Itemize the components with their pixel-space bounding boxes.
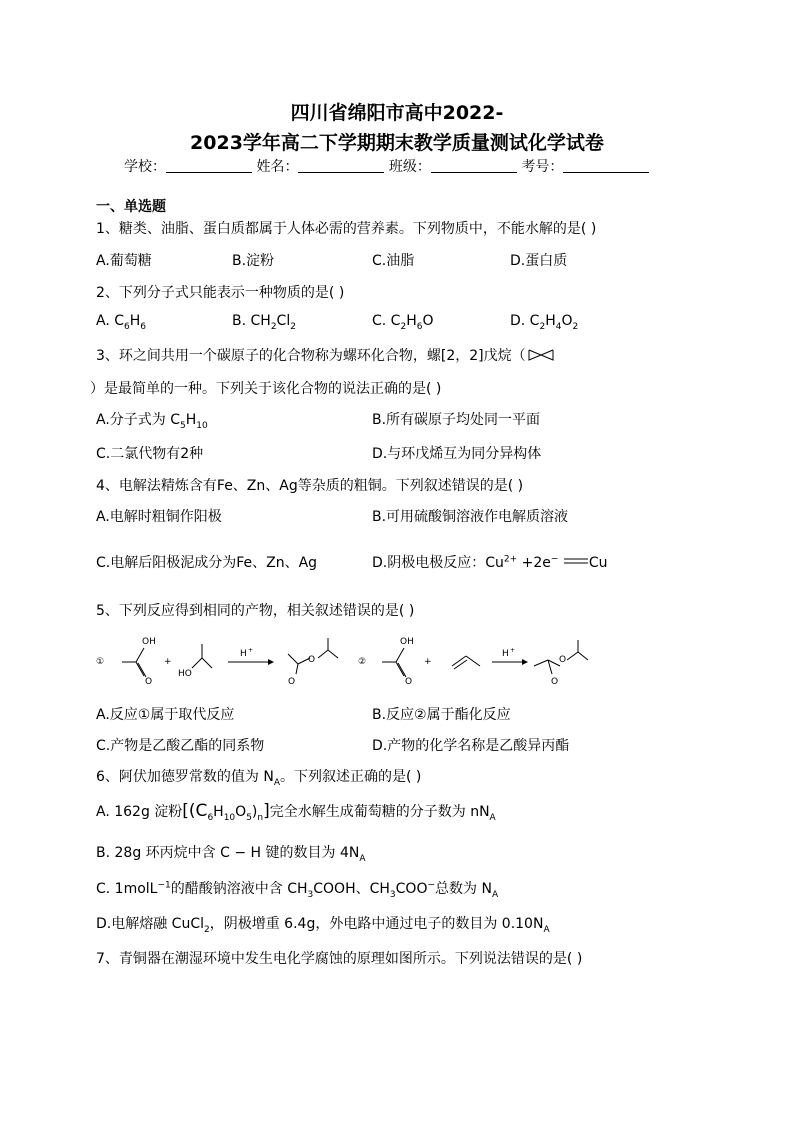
q3-option-c[interactable]: C.二氯代物有2种 <box>96 446 204 462</box>
question-3-stem-line2: ）是最简单的一种。下列关于该化合物的说法正确的是( ) <box>90 381 442 397</box>
question-1-stem: 1、糖类、油脂、蛋白质都属于人体必需的营养素。下列物质中，不能水解的是( ) <box>96 221 597 237</box>
q5-option-a[interactable]: A.反应①属于取代反应 <box>96 707 235 723</box>
q2-option-b[interactable]: B. $CH_2Cl_2$ <box>232 313 296 332</box>
question-2-stem: 2、下列分子式只能表示一种物质的是( ) <box>96 285 345 301</box>
q3-option-d[interactable]: D.与环戊烯互为同分异构体 <box>372 446 542 462</box>
q1-option-b[interactable]: B.淀粉 <box>232 253 275 269</box>
isopropanol-structure <box>192 644 212 668</box>
o-label: O <box>145 677 153 687</box>
o-label-2: O <box>405 677 413 687</box>
class-blank[interactable] <box>431 158 517 173</box>
catalyst-label-1: H <box>240 649 247 659</box>
q3-option-b[interactable]: B.所有碳原子均处同一平面 <box>372 412 541 428</box>
plus-sign: + <box>164 657 172 667</box>
spiropentane-structure <box>526 348 556 362</box>
q2-option-a[interactable]: A. $C_6H_6$ <box>96 313 147 332</box>
acetic-acid-structure-2 <box>382 648 406 677</box>
question-4-stem: 4、电解法精炼含有Fe、Zn、Ag等杂质的粗铜。下列叙述错误的是( ) <box>96 478 524 494</box>
q1-option-c[interactable]: C.油脂 <box>372 253 415 269</box>
propene-structure <box>452 656 480 669</box>
q4-option-d[interactable]: D.阴极电极反应：$Cu^{2+} +2e^-$ Cu <box>372 554 608 571</box>
q6-option-c[interactable]: C. 1molL$^{-1}$的醋酸钠溶液中含 $CH_3COOH$、$CH_3COO^-$总数为 $N_A$ <box>96 880 499 900</box>
q6-option-a[interactable]: A. 162g 淀粉$[(C_6H_{10}O_5)_n]$完全水解生成葡萄糖的分子数为 $nN_A$ <box>96 801 496 823</box>
name-label: 姓名： <box>256 159 299 175</box>
school-blank[interactable] <box>166 158 252 173</box>
q4-option-c[interactable]: C.电解后阳极泥成分为Fe、Zn、Ag <box>96 555 318 571</box>
acetic-acid-structure-1 <box>122 648 146 677</box>
q6-option-b[interactable]: B. 28g 环丙烷中含 C − H 键的数目为 $4N_A$ <box>96 845 366 864</box>
section-heading: 一、单选题 <box>96 199 166 215</box>
ho-label: HO <box>178 669 192 679</box>
reaction-scheme <box>92 628 712 696</box>
q5-option-c[interactable]: C.产物是乙酸乙酯的同系物 <box>96 738 265 754</box>
q1-option-a[interactable]: A.葡萄糖 <box>96 253 152 269</box>
reaction-2-label: ② <box>358 657 367 667</box>
svg-text:+: + <box>510 647 516 654</box>
ester-o-label-2: O <box>559 655 567 665</box>
carbonyl-o-label-1: O <box>288 677 296 687</box>
title-line-1: 四川省绵阳市高中2022- <box>290 102 504 124</box>
question-7-stem: 7、青铜器在潮湿环境中发生电化学腐蚀的原理如图所示。下列说法错误的是( ) <box>96 951 583 967</box>
q5-option-d[interactable]: D.产物的化学名称是乙酸异丙酯 <box>372 738 570 754</box>
q4-option-a[interactable]: A.电解时粗铜作阳极 <box>96 509 222 525</box>
school-label: 学校： <box>124 159 166 175</box>
name-blank[interactable] <box>298 158 384 173</box>
q4-option-b[interactable]: B.可用硫酸铜溶液作电解质溶液 <box>372 509 569 525</box>
student-info-row <box>124 156 649 176</box>
plus-sign-2: + <box>424 657 432 667</box>
reaction-1-label: ① <box>96 657 105 667</box>
oh-label: OH <box>142 637 156 647</box>
id-label: 考号： <box>521 159 564 175</box>
title-line-2: 2023学年高二下学期期末教学质量测试化学试卷 <box>190 132 604 154</box>
q5-option-b[interactable]: B.反应②属于酯化反应 <box>372 707 511 723</box>
q2-option-c[interactable]: C. $C_2H_6O$ <box>372 313 434 332</box>
q2-option-d[interactable]: D. $C_2H_4O_2$ <box>510 313 579 332</box>
class-label: 班级： <box>388 159 431 175</box>
oh-label-2: OH <box>400 637 414 647</box>
q6-option-d[interactable]: D.电解熔融 CuCl$_2$，阴极增重 6.4g，外电路中通过电子的数目为 $0.10N_A$ <box>96 916 550 935</box>
carbonyl-o-label-2: O <box>551 677 559 687</box>
svg-text:+: + <box>248 647 254 654</box>
equals-arrow <box>563 556 589 566</box>
q3-option-a[interactable]: A.分子式为 $C_5H_{10}$ <box>96 412 208 431</box>
catalyst-label-2: H <box>502 649 509 659</box>
question-5-stem: 5、下列反应得到相同的产物，相关叙述错误的是( ) <box>96 603 415 619</box>
q1-option-d[interactable]: D.蛋白质 <box>510 253 568 269</box>
id-blank[interactable] <box>563 158 649 173</box>
question-6-stem: 6、阿伏加德罗常数的值为 $N_A$。下列叙述正确的是( ) <box>96 769 422 788</box>
ester-o-label-1: O <box>308 655 316 665</box>
question-3-stem-line1: 3、环之间共用一个碳原子的化合物称为螺环化合物，螺[2，2]戊烷（ <box>96 345 556 365</box>
